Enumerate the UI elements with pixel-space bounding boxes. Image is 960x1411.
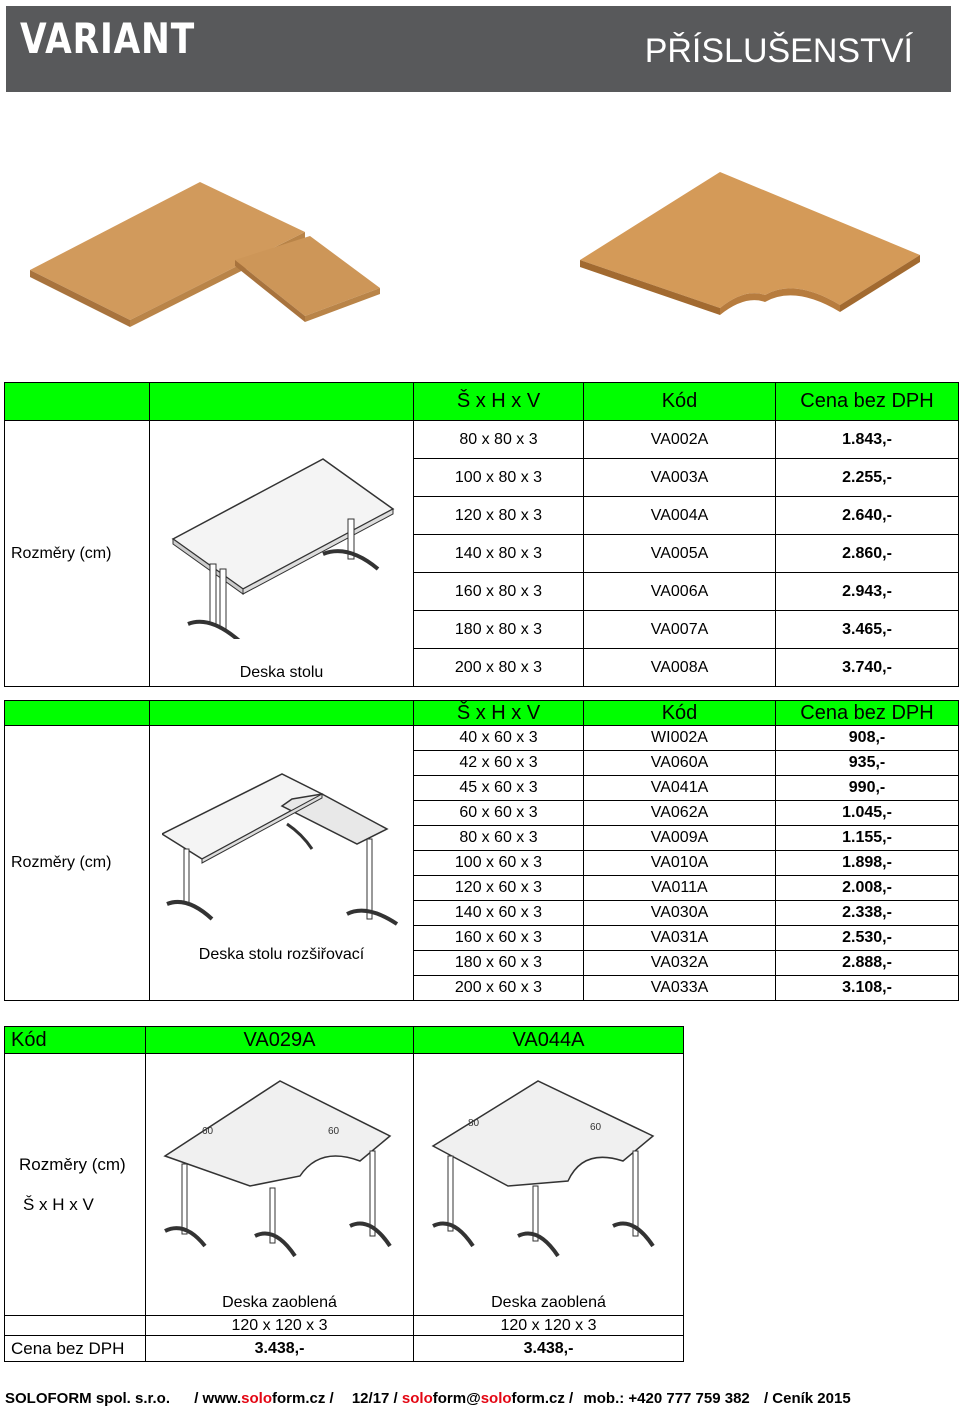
dim-cell: 80 x 80 x 3 (414, 421, 584, 459)
code-cell: VA044A (414, 1027, 684, 1054)
edge-label: 60 (328, 1126, 340, 1137)
edge-label: 60 (202, 1126, 214, 1137)
extension-table (4, 700, 959, 1001)
product-name: Deska zaoblená (491, 1294, 606, 1311)
header-banner (6, 6, 951, 92)
dim-cell: 180 x 80 x 3 (414, 611, 584, 649)
footer-address: 12/17 / (351, 1390, 402, 1407)
product-cell (150, 726, 414, 1001)
price-cell: 2.255,- (776, 459, 959, 497)
dim-cell: 200 x 80 x 3 (414, 649, 584, 687)
price-cell: 2.888,- (776, 951, 959, 976)
footer-phone: mob.: +420 777 759 382 (583, 1390, 750, 1407)
dim-cell: 60 x 60 x 3 (414, 801, 584, 826)
price-cell: 1.155,- (776, 826, 959, 851)
footer-mail-mid[interactable]: form@ (432, 1390, 481, 1407)
corner-desk-table (4, 1026, 684, 1362)
code-cell: VA033A (584, 976, 776, 1001)
dim-cell: 100 x 80 x 3 (414, 459, 584, 497)
code-cell: VA032A (584, 951, 776, 976)
product-cell (146, 1054, 414, 1316)
price-cell: 1.898,- (776, 851, 959, 876)
dim-cell: 120 x 60 x 3 (414, 876, 584, 901)
dim-cell: 42 x 60 x 3 (414, 751, 584, 776)
code-cell: WI002A (584, 726, 776, 751)
code-cell: VA060A (584, 751, 776, 776)
col-header-code: Kód (584, 383, 776, 421)
page-title: PŘÍSLUŠENSTVÍ (644, 32, 913, 70)
price-cell: 935,- (776, 751, 959, 776)
price-cell: 3.108,- (776, 976, 959, 1001)
footer-mail-brand[interactable]: solo (401, 1390, 433, 1407)
dim-cell: 180 x 60 x 3 (414, 951, 584, 976)
price-cell: 2.860,- (776, 535, 959, 573)
extension-desk-drawing (162, 764, 402, 934)
dimensions-axes: Š x H x V (23, 1194, 94, 1214)
corner-desk-drawing-2 (428, 1076, 668, 1266)
dim-cell: 120 x 80 x 3 (414, 497, 584, 535)
product-cell (150, 421, 414, 687)
dimensions-label: Rozměry (cm) (5, 421, 150, 687)
product-name: Deska stolu (239, 664, 324, 681)
code-cell: VA009A (584, 826, 776, 851)
dim-cell: 80 x 60 x 3 (414, 826, 584, 851)
col-header-code: Kód (584, 701, 776, 726)
price-cell: 3.465,- (776, 611, 959, 649)
col-header-price: Cena bez DPH (776, 701, 959, 726)
product-cell (414, 1054, 684, 1316)
dim-cell: 140 x 60 x 3 (414, 901, 584, 926)
price-cell: 2.008,- (776, 876, 959, 901)
price-cell: 3.438,- (414, 1336, 684, 1362)
code-label: Kód (5, 1027, 146, 1054)
dim-cell: 120 x 120 x 3 (414, 1316, 684, 1336)
col-header-price: Cena bez DPH (776, 383, 959, 421)
footer-catalog: / Ceník 2015 (763, 1390, 851, 1407)
price-cell: 2.943,- (776, 573, 959, 611)
footer-company: SOLOFORM spol. s.r.o. (5, 1390, 171, 1407)
col-header-dimensions: Š x H x V (414, 701, 584, 726)
corner-board-image (570, 160, 930, 320)
code-cell: VA002A (584, 421, 776, 459)
price-cell: 2.640,- (776, 497, 959, 535)
dim-cell: 100 x 60 x 3 (414, 851, 584, 876)
corner-desk-drawing-1 (160, 1076, 400, 1266)
dim-cell: 120 x 120 x 3 (146, 1316, 414, 1336)
dimensions-label: Rozměry (cm) (5, 726, 150, 1001)
dim-cell: 160 x 80 x 3 (414, 573, 584, 611)
product-name: Deska zaoblená (222, 1294, 337, 1311)
code-cell: VA031A (584, 926, 776, 951)
price-cell: 1.843,- (776, 421, 959, 459)
code-cell: VA004A (584, 497, 776, 535)
code-cell: VA010A (584, 851, 776, 876)
dim-cell: 45 x 60 x 3 (414, 776, 584, 801)
price-cell: 3.740,- (776, 649, 959, 687)
product-name: Deska stolu rozšiřovací (198, 946, 365, 963)
footer-mail-brand[interactable]: solo (480, 1390, 512, 1407)
price-cell: 908,- (776, 726, 959, 751)
dim-cell: 160 x 60 x 3 (414, 926, 584, 951)
price-cell: 2.338,- (776, 901, 959, 926)
price-cell: 2.530,- (776, 926, 959, 951)
desk-top-boards-image (20, 170, 390, 330)
col-header-dimensions: Š x H x V (414, 383, 584, 421)
price-cell: 3.438,- (146, 1336, 414, 1362)
code-cell: VA003A (584, 459, 776, 497)
code-cell: VA062A (584, 801, 776, 826)
desk-table (4, 382, 959, 687)
price-label: Cena bez DPH (5, 1336, 146, 1362)
dimensions-label-cell (5, 1054, 146, 1316)
footer-web-prefix: / www. (194, 1390, 242, 1407)
price-cell: 990,- (776, 776, 959, 801)
dimensions-label: Rozměry (cm) (19, 1154, 126, 1174)
brand-logo: VARIANT (20, 14, 196, 63)
footer-mail-suffix[interactable]: form.cz / (511, 1390, 574, 1407)
footer-web-brand[interactable]: solo (241, 1390, 272, 1407)
code-cell: VA005A (584, 535, 776, 573)
code-cell: VA011A (584, 876, 776, 901)
edge-label: 80 (468, 1118, 480, 1129)
edge-label: 60 (590, 1122, 602, 1133)
code-cell: VA029A (146, 1027, 414, 1054)
dim-cell: 200 x 60 x 3 (414, 976, 584, 1001)
desk-drawing (168, 429, 398, 639)
code-cell: VA007A (584, 611, 776, 649)
footer-web-suffix[interactable]: form.cz / (271, 1390, 334, 1407)
code-cell: VA041A (584, 776, 776, 801)
code-cell: VA008A (584, 649, 776, 687)
code-cell: VA006A (584, 573, 776, 611)
dim-cell: 140 x 80 x 3 (414, 535, 584, 573)
code-cell: VA030A (584, 901, 776, 926)
dim-cell: 40 x 60 x 3 (414, 726, 584, 751)
footer (5, 1390, 851, 1407)
price-cell: 1.045,- (776, 801, 959, 826)
